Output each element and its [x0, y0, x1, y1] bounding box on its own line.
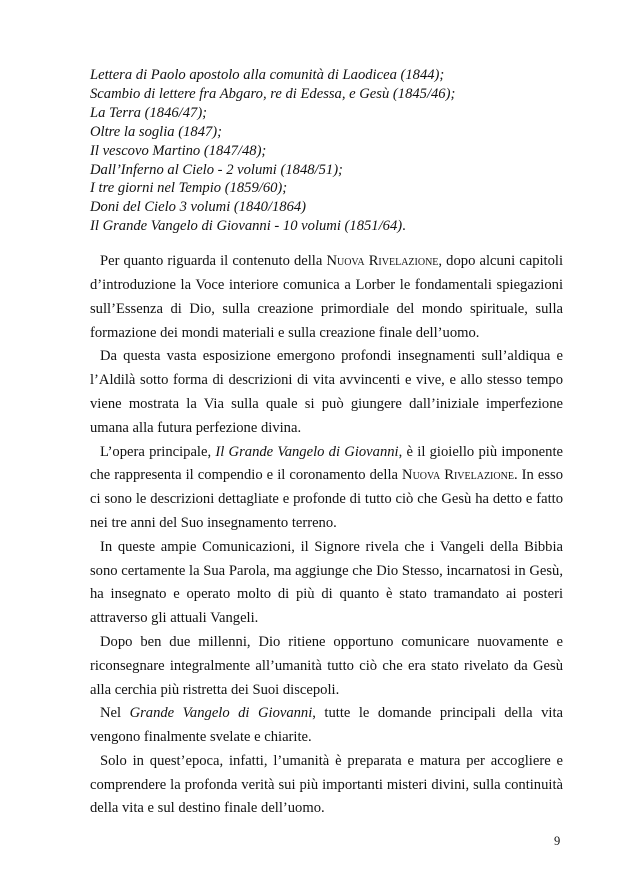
list-item [90, 66, 563, 85]
work-title: Il vescovo Martino (1847/48); [90, 142, 267, 159]
nuova-rivelazione-term: Nuova Rivelazione [402, 467, 514, 484]
nuova-rivelazione-term: Nuova Rivelazione [326, 253, 439, 270]
list-item [90, 123, 563, 142]
page-number: 9 [554, 834, 561, 848]
list-item [90, 142, 563, 161]
paragraph-content-overview: Per quanto riguarda il contenuto della Nuova Rivelazione, dopo alcuni capitoli d’introduzione la Voce interiore comunica a Lorber le fondamentali spiegazioni sull’Essenza di Dio, sulla creazione primordiale del mondo spirituale, sulla formazione dei mondi materiali e sulla creazione finale dell’uomo. [90, 253, 564, 341]
book-title: Grande Vangelo di Giovanni [129, 705, 313, 722]
list-item [90, 217, 563, 236]
paragraph-main-work: L’opera principale, Il Grande Vangelo di Giovanni, è il gioiello più imponente che rappresenta il compendio e il coronamento della Nuova Rivelazione. In esso ci sono le descrizioni dettagliate e profonde di tutto ciò che Gesù ha detto e fatto nei tre anni del Suo insegnamento terreno. [90, 443, 563, 531]
list-item [90, 179, 563, 198]
paragraph-this-epoch: Solo in quest’epoca, infatti, l’umanità è preparata e matura per accogliere e comprendere la profonda verità sui più importanti misteri divini, sulla continuità della vita e sul destino finale dell’uomo. [90, 752, 563, 817]
works-list [90, 66, 563, 236]
work-title: Doni del Cielo 3 volumi (1840/1864) [90, 199, 307, 216]
list-item [90, 198, 563, 217]
work-title: Scambio di lettere fra Abgaro, re di Edessa, e Gesù (1845/46); [90, 85, 456, 102]
work-title: I tre giorni nel Tempio (1859/60); [90, 180, 288, 197]
list-item [90, 85, 563, 104]
list-item [90, 104, 563, 123]
list-item [90, 161, 563, 180]
work-title: Lettera di Paolo apostolo alla comunità di Laodicea (1844); [90, 67, 445, 83]
paragraph-teachings: Da questa vasta esposizione emergono profondi insegnamenti sull’aldiqua e l’Aldilà sotto forma di descrizioni di vita avvincenti e vive, e allo stesso tempo viene mostrata la Via sulla quale si può giungere dall’iniziale imperfezione umana alla futura perfezione divina. [90, 348, 563, 436]
book-title: Il Grande Vangelo di Giovanni [215, 443, 399, 460]
work-title: Dall’Inferno al Cielo - 2 volumi (1848/51); [90, 161, 343, 178]
paragraph-two-millennia: Dopo ben due millenni, Dio ritiene opportuno comunicare nuovamente e riconsegnare integralmente all’umanità tutto ciò che era stato rivelato da Gesù alla cerchia più ristretta dei Suoi discepoli. [90, 633, 563, 698]
work-title: Il Grande Vangelo di Giovanni - 10 volumi (1851/64) [90, 218, 403, 235]
paragraph-questions: Nel Grande Vangelo di Giovanni, tutte le domande principali della vita vengono finalmente svelate e chiarite. [90, 705, 563, 746]
work-title: La Terra (1846/47); [90, 104, 208, 121]
work-title: Oltre la soglia (1847); [90, 123, 223, 140]
page-body [90, 66, 563, 821]
paragraph-gospels: In queste ampie Comunicazioni, il Signore rivela che i Vangeli della Bibbia sono certamente la Sua Parola, ma aggiunge che Dio Stesso, incarnatosi in Gesù, ha insegnato e operato molto di più di quanto è stato tramandato ai posteri attraverso gli attuali Vangeli. [90, 538, 563, 627]
work-title-trail: . [402, 218, 406, 235]
